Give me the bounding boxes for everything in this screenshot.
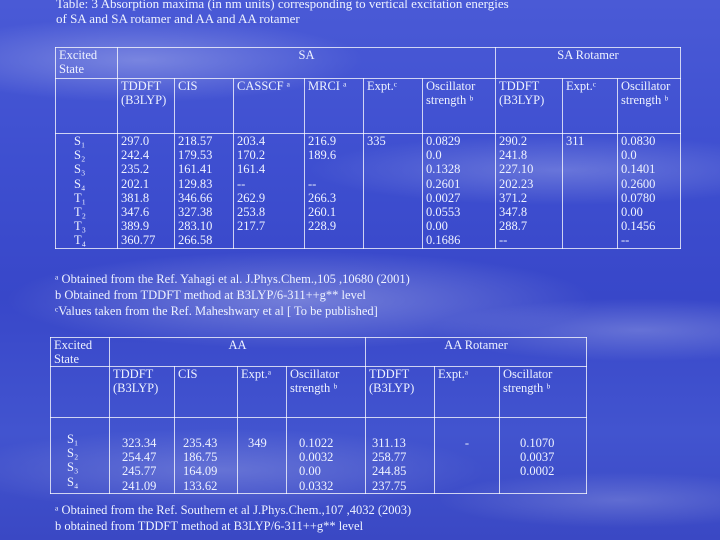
table-data-row — [51, 418, 587, 494]
cell-value — [248, 479, 283, 493]
header-text: State — [59, 62, 84, 76]
header-text: CIS — [178, 367, 198, 381]
state-label: S₃ — [67, 460, 79, 475]
group-header-sa-rotamer: SA Rotamer — [496, 48, 681, 79]
table-column-header-row — [56, 79, 681, 134]
oscillator-rotamer-column — [500, 418, 587, 494]
state-label: S₄ — [67, 474, 79, 489]
cell-value: 203.4 — [237, 134, 266, 148]
excited-state-header — [56, 48, 118, 79]
cell-value: 297.0 — [121, 134, 150, 148]
header-text: strength ᵇ — [503, 381, 551, 395]
col-header-oscillator-rotamer — [500, 367, 587, 418]
col-header-tddft — [110, 367, 175, 418]
header-text: strength ᵇ — [426, 93, 474, 107]
cell-value: 290.2 — [499, 134, 528, 148]
excited-state-header — [51, 338, 110, 367]
tddft-rotamer-column — [496, 134, 563, 249]
col-header-mrci — [305, 79, 364, 134]
cell-value: 0.0 — [426, 148, 442, 163]
cell-value — [367, 205, 419, 219]
table-group-header-row — [56, 48, 681, 79]
cell-value: 237.75 — [372, 478, 407, 493]
footnote-b: b Obtained from TDDFT method at B3LYP/6-311++g** level — [55, 288, 366, 302]
footnote-c: ᶜValues taken from the Ref. Maheshwary et al [ To be published] — [55, 304, 378, 318]
header-text: Oscillator — [426, 79, 476, 93]
footnote-b: b obtained from TDDFT method at B3LYP/6-311++g** level — [55, 519, 364, 533]
cis-column — [175, 418, 238, 494]
col-header-oscillator-rotamer — [618, 79, 681, 134]
cell-value: 381.8 — [121, 190, 150, 205]
col-header-casscf — [234, 79, 305, 134]
header-text: CIS — [178, 79, 198, 93]
group-header-sa: SA — [118, 48, 496, 79]
cell-value: 0.00 — [426, 219, 448, 234]
cell-value: 0.00 — [621, 204, 643, 219]
table-aa — [50, 337, 587, 494]
col-header-expt-rotamer — [563, 79, 618, 134]
cell-value — [520, 479, 583, 493]
table-group-header-row — [51, 338, 587, 367]
header-text: MRCI ᵃ — [308, 79, 347, 93]
cell-value: 0.0002 — [520, 464, 555, 479]
cell-value: 0.2600 — [621, 176, 656, 191]
cell-value: 235.2 — [121, 162, 150, 177]
footnote-a: ᵃ Obtained from the Ref. Yahagi et al. J.Phys.Chem.,105 ,10680 (2001) — [55, 272, 410, 286]
state-label: T₂ — [74, 204, 86, 219]
header-text: (B3LYP) — [499, 93, 545, 107]
cell-value: 245.77 — [122, 464, 157, 479]
cell-value: 253.8 — [237, 204, 266, 219]
cell-value: 360.77 — [121, 233, 156, 248]
header-text: (B3LYP) — [113, 381, 159, 395]
cis-column — [175, 134, 234, 249]
table-caption — [56, 0, 656, 26]
col-header-oscillator — [287, 367, 366, 418]
cell-value — [237, 233, 301, 247]
col-header-expt-rotamer — [435, 367, 500, 418]
cell-value: 241.09 — [122, 478, 157, 493]
cell-value: 0.0027 — [426, 190, 461, 205]
header-text: TDDFT — [113, 367, 154, 381]
state-label: T₄ — [74, 233, 86, 248]
cell-value — [248, 464, 283, 478]
cell-value: 258.77 — [372, 450, 407, 465]
cell-value: 346.66 — [178, 190, 213, 205]
oscillator-rotamer-column — [618, 134, 681, 249]
cell-value — [367, 191, 419, 205]
cell-value: 371.2 — [499, 190, 528, 205]
header-text: (B3LYP) — [121, 93, 167, 107]
cell-value: 335 — [367, 134, 386, 148]
expt-rotamer-column — [563, 134, 618, 249]
cell-value: 0.1401 — [621, 162, 656, 177]
cell-value: 323.34 — [122, 436, 157, 450]
cell-value: 389.9 — [121, 219, 150, 234]
table-data-row — [56, 134, 681, 249]
cell-value: 242.4 — [121, 148, 150, 163]
col-header-expt — [238, 367, 287, 418]
cell-value: 179.53 — [178, 148, 213, 163]
cell-value — [566, 177, 614, 191]
header-text: Oscillator — [503, 367, 553, 381]
table-column-header-row — [51, 367, 587, 418]
cell-value: 202.1 — [121, 176, 150, 191]
cell-value: 244.85 — [372, 464, 407, 479]
cell-value — [566, 233, 614, 247]
states-column — [56, 134, 118, 249]
col-header-cis — [175, 367, 238, 418]
cell-value: 0.0032 — [299, 450, 334, 465]
caption-line-2: of SA and SA rotamer and AA and AA rotamer — [56, 11, 300, 26]
state-label: S₃ — [74, 162, 86, 177]
cell-value: 0.0037 — [520, 450, 555, 465]
cell-value: 218.57 — [178, 134, 213, 148]
cell-value: -- — [237, 176, 246, 191]
header-text: strength ᵇ — [290, 381, 338, 395]
header-text: Oscillator — [290, 367, 340, 381]
header-text: Expt.ᶜ — [566, 79, 596, 93]
cell-value: 161.41 — [178, 162, 213, 177]
mrci-column — [305, 134, 364, 249]
cell-value — [438, 479, 496, 493]
cell-value — [367, 233, 419, 247]
state-label: S₄ — [74, 176, 86, 191]
tddft-rotamer-column — [366, 418, 435, 494]
expt-rotamer-column — [435, 418, 500, 494]
cell-value: 260.1 — [308, 204, 337, 219]
cell-value: 327.38 — [178, 204, 213, 219]
col-header-tddft-rotamer — [366, 367, 435, 418]
cell-value: 311.13 — [372, 436, 406, 450]
cell-value: 217.7 — [237, 219, 266, 234]
group-header-aa: AA — [110, 338, 366, 367]
state-label: S₂ — [67, 446, 79, 461]
cell-value — [438, 464, 496, 478]
cell-value — [566, 191, 614, 205]
header-text: (B3LYP) — [369, 381, 415, 395]
cell-value: 266.58 — [178, 233, 213, 248]
cell-value: 0.2601 — [426, 176, 461, 191]
cell-value: 349 — [248, 436, 267, 450]
cell-value: 227.10 — [499, 162, 534, 177]
cell-value: 0.0 — [621, 148, 637, 163]
cell-value: -- — [621, 233, 630, 248]
cell-value — [566, 205, 614, 219]
cell-value — [367, 162, 419, 176]
tddft-column — [110, 418, 175, 494]
state-label: T₁ — [74, 190, 86, 205]
cell-value: 0.1328 — [426, 162, 461, 177]
cell-value — [367, 177, 419, 191]
cell-value: 347.6 — [121, 204, 150, 219]
col-header-tddft-rotamer — [496, 79, 563, 134]
expt-column — [238, 418, 287, 494]
cell-value: 0.1686 — [426, 233, 461, 248]
cell-value — [308, 233, 360, 247]
cell-value: 170.2 — [237, 148, 266, 163]
cell-value: 186.75 — [183, 450, 218, 465]
col-header-tddft — [118, 79, 175, 134]
state-label: S₂ — [74, 148, 86, 163]
cell-value: 235.43 — [183, 436, 218, 450]
cell-value — [248, 450, 283, 464]
cell-value: 0.0332 — [299, 478, 334, 493]
cell-value: -- — [499, 233, 508, 248]
header-text: TDDFT — [121, 79, 162, 93]
cell-value — [438, 450, 496, 464]
cell-value: 0.0780 — [621, 190, 656, 205]
cell-value: 288.7 — [499, 219, 528, 234]
col-header-expt — [364, 79, 423, 134]
header-text: Expt.ᶜ — [367, 79, 397, 93]
cell-value: 254.47 — [122, 450, 157, 465]
cell-value — [367, 219, 419, 233]
empty-header-cell — [56, 79, 118, 134]
cell-value: 266.3 — [308, 190, 337, 205]
casscf-column — [234, 134, 305, 249]
cell-value: 0.1456 — [621, 219, 656, 234]
state-label: S₁ — [67, 432, 79, 446]
caption-line-1: Table: 3 Absorption maxima (in nm units) corresponding to vertical excitation energies — [56, 0, 509, 11]
cell-value: 0.00 — [299, 464, 321, 479]
cell-value — [566, 148, 614, 162]
empty-header-cell — [51, 367, 110, 418]
cell-value: 161.4 — [237, 162, 266, 177]
header-text: Expt.ᵃ — [241, 367, 272, 381]
cell-value: 133.62 — [183, 478, 218, 493]
cell-value: 189.6 — [308, 148, 337, 163]
cell-value — [367, 148, 419, 162]
cell-value: 0.1070 — [520, 436, 555, 450]
cell-value: 0.0553 — [426, 204, 461, 219]
col-header-oscillator — [423, 79, 496, 134]
group-header-aa-rotamer: AA Rotamer — [366, 338, 587, 367]
col-header-cis — [175, 79, 234, 134]
cell-value: - — [464, 436, 470, 450]
cell-value — [308, 162, 360, 176]
cell-value: 347.8 — [499, 204, 528, 219]
footnote-a: ᵃ Obtained from the Ref. Southern et al J.Phys.Chem.,107 ,4032 (2003) — [55, 503, 412, 517]
expt-column — [364, 134, 423, 249]
cell-value — [566, 219, 614, 233]
header-text: CASSCF ᵃ — [237, 79, 291, 93]
header-text: Excited — [59, 48, 98, 62]
header-text: strength ᵇ — [621, 93, 669, 107]
states-column — [51, 418, 110, 494]
cell-value: 0.0829 — [426, 134, 461, 148]
header-text: State — [54, 352, 79, 366]
state-label: S₁ — [74, 134, 86, 148]
oscillator-column — [423, 134, 496, 249]
cell-value — [566, 162, 614, 176]
cell-value: -- — [308, 176, 317, 191]
header-text: TDDFT — [499, 79, 540, 93]
tddft-column — [118, 134, 175, 249]
cell-value: 228.9 — [308, 219, 337, 234]
cell-value: 216.9 — [308, 134, 337, 148]
cell-value: 0.1022 — [299, 436, 334, 450]
cell-value: 164.09 — [183, 464, 218, 479]
header-text: TDDFT — [369, 367, 410, 381]
table-sa — [55, 47, 681, 249]
cell-value: 0.0830 — [621, 134, 656, 148]
cell-value: 262.9 — [237, 190, 266, 205]
oscillator-column — [287, 418, 366, 494]
header-text: Excited — [54, 338, 93, 352]
header-text: Expt.ᵃ — [438, 367, 469, 381]
cell-value: 241.8 — [499, 148, 528, 163]
cell-value: 283.10 — [178, 219, 213, 234]
cell-value: 129.83 — [178, 176, 213, 191]
header-text: Oscillator — [621, 79, 671, 93]
cell-value: 202.23 — [499, 176, 534, 191]
state-label: T₃ — [74, 219, 86, 234]
cell-value: 311 — [566, 134, 585, 148]
